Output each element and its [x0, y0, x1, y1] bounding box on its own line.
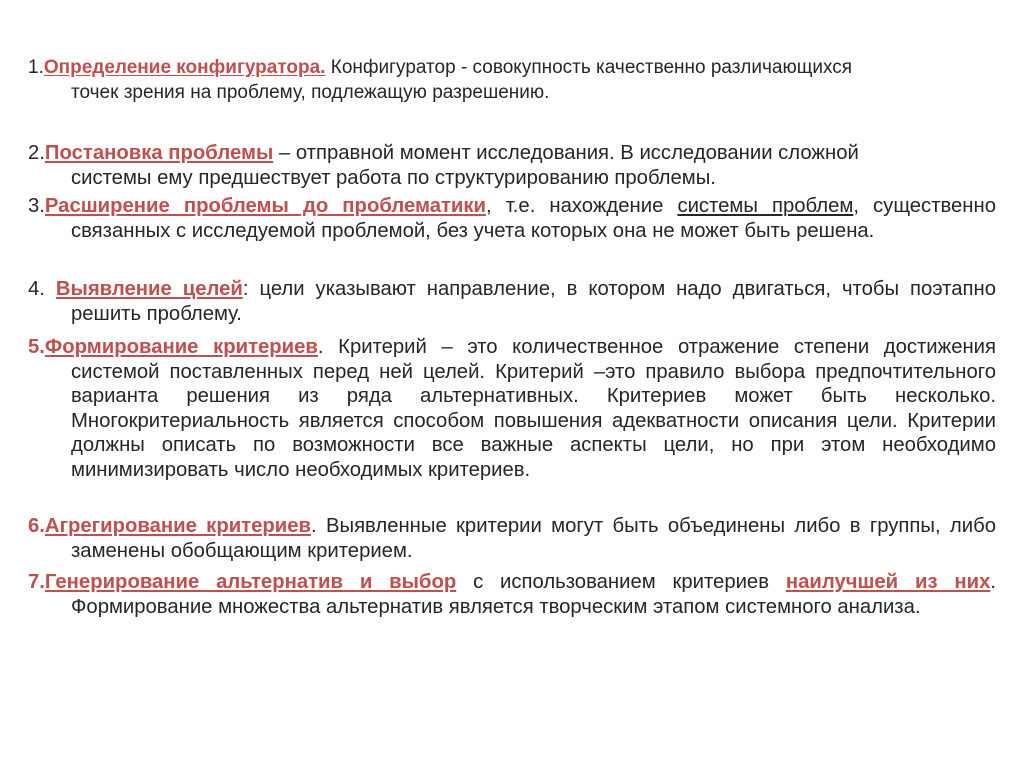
- list-item-3: [28, 194, 996, 243]
- item-title: Определение конфигуратора.: [43, 57, 326, 78]
- item-text: Конфигуратор - совокупность качественно различающихся: [325, 57, 853, 78]
- item-text: . Выявленные критерии могут быть объединены либо в группы, либо заменены обобщающим критерием.: [71, 515, 996, 562]
- item-2-line-2: системы ему предшествует работа по структурированию проблемы.: [71, 166, 716, 189]
- item-1-line-2: точек зрения на проблему, подлежащую разрешению.: [71, 81, 550, 103]
- item-title: Выявление целей: [55, 278, 243, 300]
- item-text: с использованием критериев: [456, 571, 786, 593]
- item-number: 4.: [28, 278, 56, 300]
- item-text: . Формирование множества альтернатив является творческим этапом системного анализа.: [71, 571, 997, 618]
- item-1-line-1: [28, 56, 996, 81]
- item-title: Генерирование альтернатив и выбор: [44, 571, 457, 593]
- item-number: 5.: [28, 336, 45, 358]
- item-text: , существенно связанных с исследуемой проблемой, без учета которых она не может быть решена.: [71, 195, 996, 242]
- item-text: , т.е. нахождение: [486, 195, 678, 217]
- item-text: . Критерий – это количественное отражение степени достижения системой поставленных перед ней целей. Критерий –это правило выбора предпочтительного варианта решения из ряда альтернативных. Критериев может быть несколько. Многокритериальность является способом повышения адекватности описания цели. Критерии должны описать по возможности все важные аспекты цели, но при этом необходимо минимизировать число необходимых критериев.: [71, 336, 996, 481]
- item-title: Расширение проблемы до проблематики: [44, 195, 487, 217]
- item-number: 7.: [28, 571, 45, 593]
- list-item-6: [28, 514, 996, 563]
- item-text-underlined: системы проблем: [677, 195, 854, 217]
- item-number: 3.: [28, 195, 45, 217]
- item-title-2: наилучшей из них: [785, 571, 991, 593]
- list-item-5: [28, 335, 996, 483]
- list-item-7: [28, 570, 996, 619]
- item-text: : цели указывают направление, в котором надо двигаться, чтобы поэтапно решить проблему.: [71, 278, 996, 325]
- list-item-1: [28, 56, 996, 105]
- item-number: 1.: [28, 57, 44, 78]
- item-number: 2.: [28, 142, 45, 164]
- item-title: Формирование критериев: [44, 336, 318, 358]
- list-item-2: [28, 141, 996, 190]
- item-2-line-1: [28, 141, 996, 166]
- item-number: 6.: [28, 515, 45, 537]
- item-title: Постановка проблемы: [44, 142, 274, 164]
- item-title: Агрегирование критериев: [44, 515, 311, 537]
- list-item-4: [28, 277, 996, 326]
- item-text: – отправной момент исследования. В исследовании сложной: [273, 142, 859, 164]
